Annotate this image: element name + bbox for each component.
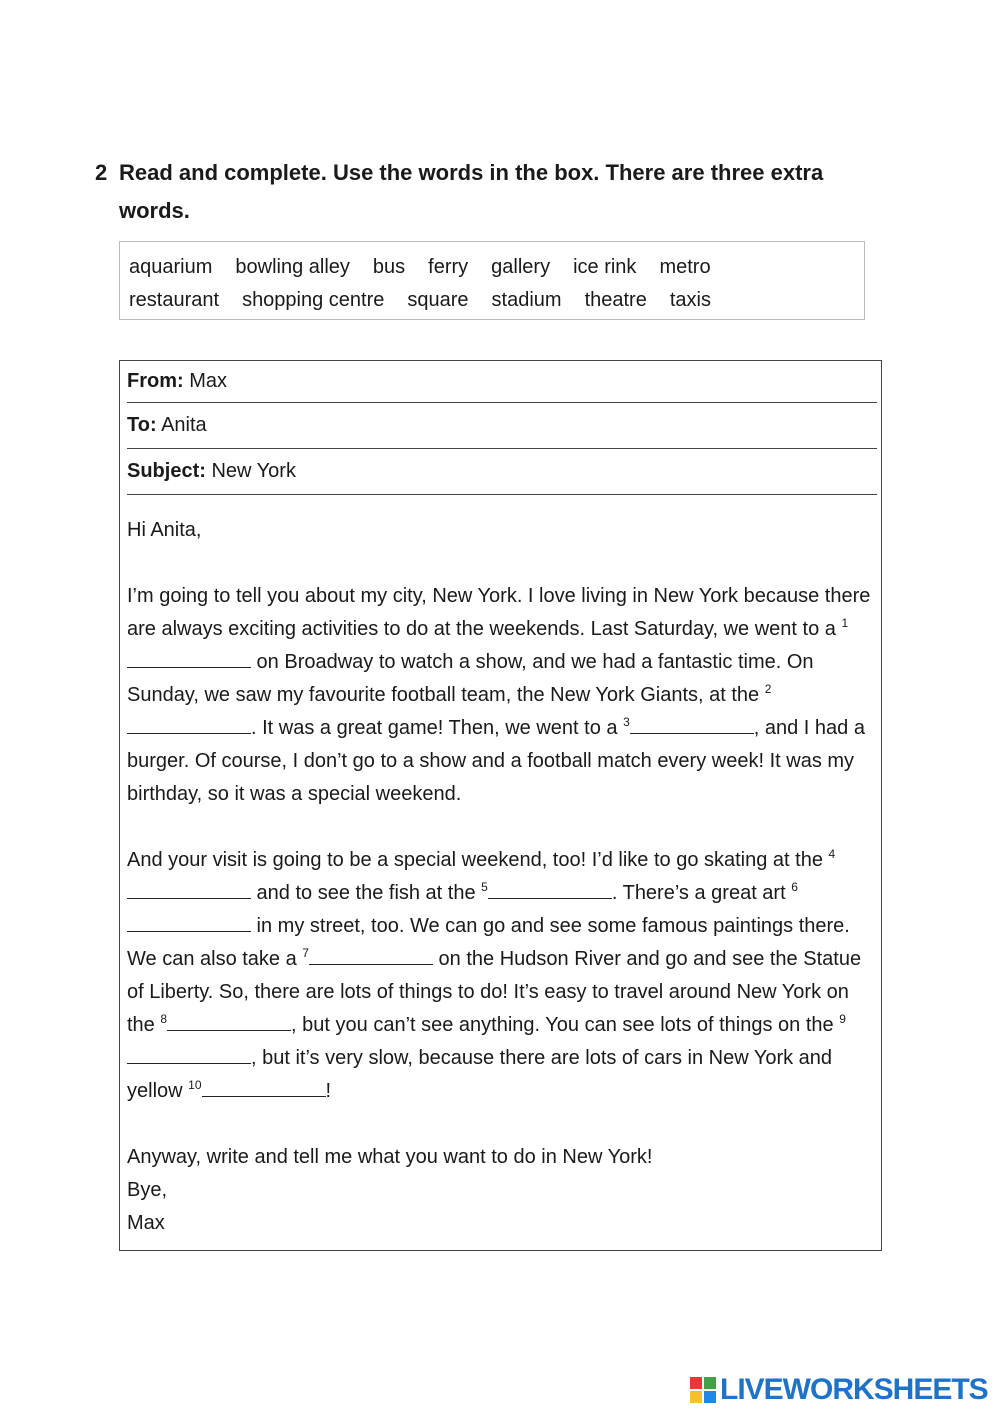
p1-text-1: on Broadway to watch a show, and we had a fantastic time. On Sunday, we saw my favourite football team, the New York Giants, at the xyxy=(127,651,814,706)
blank-7-number: 7 xyxy=(302,946,309,960)
p1-text-3: , and I had a burger. Of course, I don’t go to a show and a football match every week! It was my birthday, so it was a special weekend. xyxy=(127,717,865,805)
blank-6-number: 6 xyxy=(791,880,798,894)
word-box-row-2 xyxy=(129,284,864,317)
blank-8[interactable] xyxy=(167,1014,291,1031)
email-frame xyxy=(119,360,882,1251)
subject-label: Subject: xyxy=(127,460,206,482)
blank-10-number: 10 xyxy=(188,1078,202,1092)
paragraph-1 xyxy=(127,580,879,811)
blank-3-number: 3 xyxy=(623,715,630,729)
p2-text-7: on the Hudson River and go and see the Statue of Liberty. So, there are lots of things to do! It’s easy to travel around New York on the xyxy=(127,948,862,1036)
email-subject-row xyxy=(127,449,877,495)
closing-line: Anyway, write and tell me what you want to do in New York! xyxy=(127,1146,653,1168)
blank-10[interactable] xyxy=(202,1080,326,1097)
blank-1-number: 1 xyxy=(841,616,849,630)
exercise-number: 2 xyxy=(95,160,108,185)
exercise-instruction: Read and complete. Use the words in the box. There are three extra words. xyxy=(119,160,824,223)
word-bowling-alley: bowling alley xyxy=(235,256,350,278)
p2-text-9: , but it’s very slow, because there are lots of cars in New York and yellow xyxy=(127,1047,833,1102)
logo-square-yellow xyxy=(690,1391,702,1403)
blank-4-number: 4 xyxy=(828,847,836,861)
word-ferry: ferry xyxy=(428,256,469,278)
blank-2-number: 2 xyxy=(764,682,772,696)
p2-text-6: in my street, too. We can go and see some famous paintings there. We can also take a xyxy=(127,915,850,970)
to-value: Anita xyxy=(161,414,207,436)
word-bus: bus xyxy=(372,256,406,278)
word-stadium: stadium xyxy=(491,289,562,311)
p2-text-8: , but you can’t see anything. You can see lots of things on the xyxy=(291,1014,840,1036)
p2-text-10: ! xyxy=(325,1080,332,1102)
subject-value: New York xyxy=(211,460,296,482)
p2-text-5: . There’s a great art xyxy=(611,882,792,904)
word-shopping-centre: shopping centre xyxy=(242,289,385,311)
p2-text-0: And your visit is going to be a special weekend, too! I’d like to go skating at the xyxy=(127,849,829,871)
closing-bye: Bye, xyxy=(127,1179,168,1201)
word-aquarium: aquarium xyxy=(129,256,213,278)
blank-7[interactable] xyxy=(309,948,433,965)
word-metro: metro xyxy=(659,256,711,278)
blank-1[interactable] xyxy=(127,651,251,668)
blank-5[interactable] xyxy=(488,882,612,899)
blank-2[interactable] xyxy=(127,717,251,734)
blank-3[interactable] xyxy=(630,717,754,734)
blank-4[interactable] xyxy=(127,882,251,899)
word-theatre: theatre xyxy=(584,289,647,311)
signature: Max xyxy=(127,1212,165,1234)
blank-8-number: 8 xyxy=(160,1012,168,1026)
word-box-row-1 xyxy=(129,251,864,284)
liveworksheets-brand xyxy=(690,1372,988,1408)
word-box xyxy=(119,241,865,320)
to-label: To: xyxy=(127,414,157,436)
word-ice-rink: ice rink xyxy=(573,256,637,278)
word-gallery: gallery xyxy=(491,256,551,278)
p2-text-4: and to see the fish at the xyxy=(251,882,482,904)
blank-9[interactable] xyxy=(127,1047,251,1064)
email-body xyxy=(120,495,879,1240)
email-from-row xyxy=(127,361,877,403)
logo-square-red xyxy=(690,1377,702,1389)
blank-5-number: 5 xyxy=(481,880,488,894)
brand-name: LIVEWORKSHEETS xyxy=(720,1373,988,1406)
liveworksheets-logo-icon xyxy=(690,1377,716,1403)
blank-6[interactable] xyxy=(127,915,251,932)
logo-square-green xyxy=(704,1377,716,1389)
p1-text-0: I’m going to tell you about my city, New York. I love living in New York because there are always exciting activities to do at the weekends. Last Saturday, we went to a xyxy=(127,585,871,640)
greeting: Hi Anita, xyxy=(127,519,202,541)
email-to-row xyxy=(127,403,877,449)
from-label: From: xyxy=(127,370,184,392)
word-square: square xyxy=(407,289,469,311)
word-restaurant: restaurant xyxy=(129,289,220,311)
blank-9-number: 9 xyxy=(839,1012,846,1026)
exercise-heading xyxy=(95,154,855,230)
word-taxis: taxis xyxy=(669,289,711,311)
p1-text-2: . It was a great game! Then, we went to a xyxy=(251,717,624,739)
logo-square-blue xyxy=(704,1391,716,1403)
paragraph-2 xyxy=(127,844,879,1108)
from-value: Max xyxy=(189,370,228,392)
